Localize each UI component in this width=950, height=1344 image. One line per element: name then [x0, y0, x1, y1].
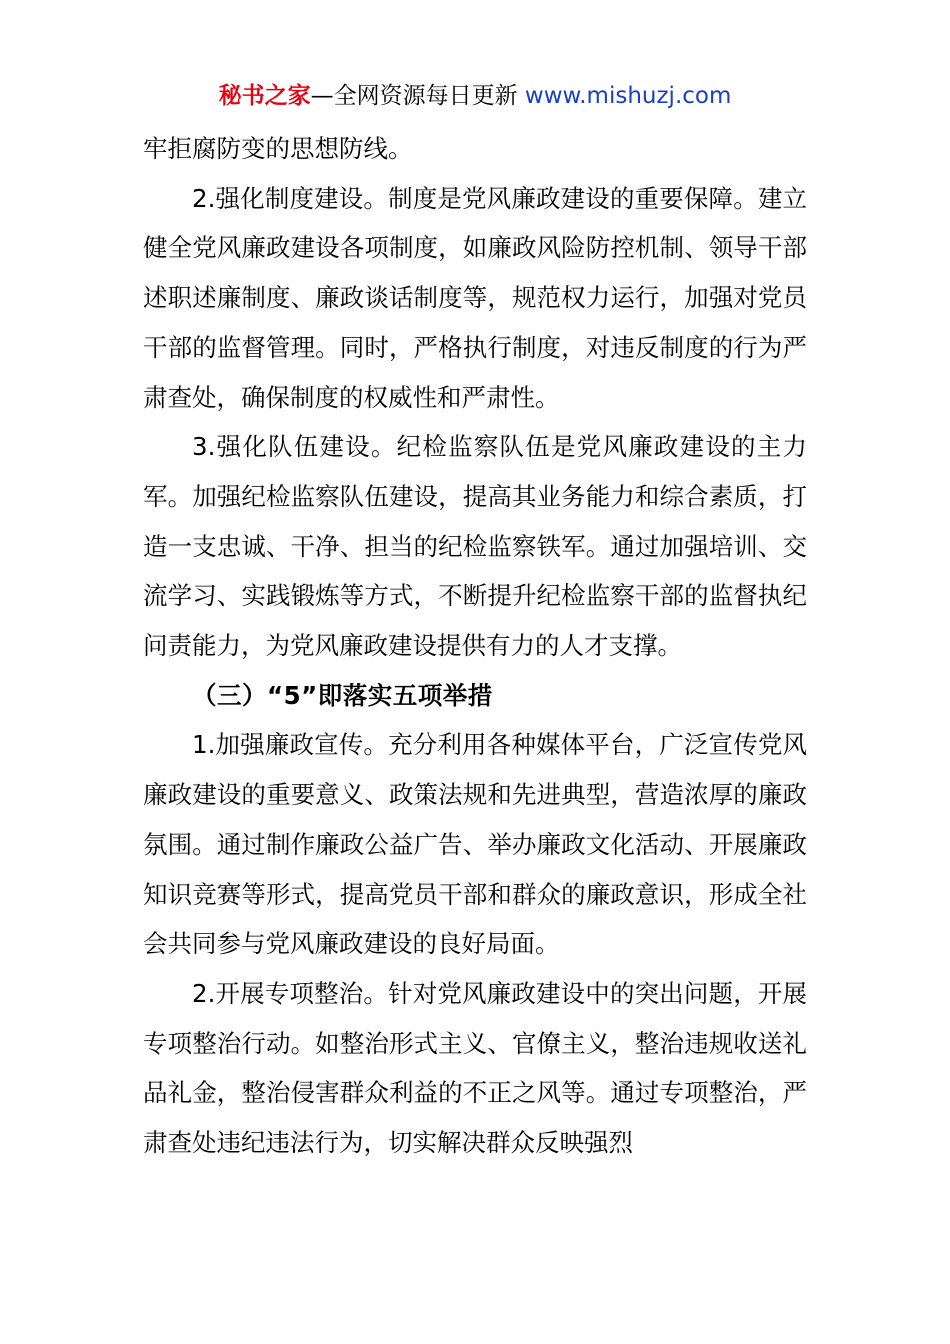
section-heading: （三）“5”即落实五项举措 [192, 680, 493, 710]
paragraph-integrity-publicity: 1.加强廉政宣传。充分利用各种媒体平台，广泛宣传党风廉政建设的重要意义、政策法规和先进典型，营造浓厚的廉政氛围。通过制作廉政公益广告、举办廉政文化活动、开展廉政知识竞赛等形式，提高党员干部和群众的廉政意识，形成全社会共同参与党风廉政建设的良好局面。 [143, 730, 807, 959]
paragraph-continuation: 牢拒腐防变的思想防线。 [143, 134, 413, 163]
paragraph-system-building: 2.强化制度建设。制度是党风廉政建设的重要保障。建立健全党风廉政建设各项制度，如廉政风险防控机制、领导干部述职述廉制度、廉政谈话制度等，规范权力运行，加强对党员干部的监督管理。同时，严格执行制度，对违反制度的行为严肃查处，确保制度的权威性和严肃性。 [143, 183, 807, 412]
paragraph-team-building: 3.强化队伍建设。纪检监察队伍是党风廉政建设的主力军。加强纪检监察队伍建设，提高其业务能力和综合素质，打造一支忠诚、干净、担当的纪检监察铁军。通过加强培训、交流学习、实践锻炼等方式，不断提升纪检监察干部的监督执纪问责能力，为党风廉政建设提供有力的人才支撑。 [143, 432, 807, 661]
header-tagline: —全网资源每日更新 [310, 83, 518, 109]
paragraph-special-rectification: 2.开展专项整治。针对党风廉政建设中的突出问题，开展专项整治行动。如整治形式主义、官僚主义，整治违规收送礼品礼金，整治侵害群众利益的不正之风等。通过专项整治，严肃查处违纪违法行为，切实解决群众反映强烈 [143, 978, 807, 1158]
site-url: www.mishuzj.com [524, 83, 732, 109]
document-body [143, 124, 807, 1168]
page-header [0, 80, 950, 112]
brand-name: 秘书之家 [218, 83, 311, 109]
